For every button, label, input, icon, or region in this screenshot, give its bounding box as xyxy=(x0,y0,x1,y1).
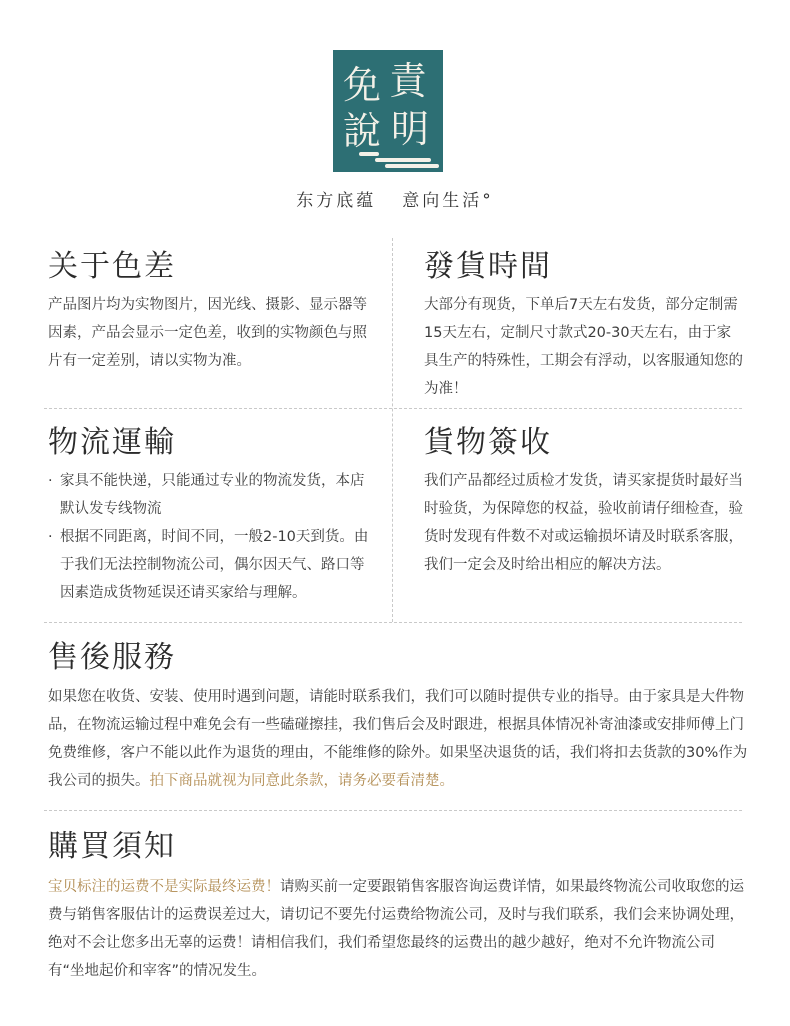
purchase-notice-highlight: 宝贝标注的运费不是实际最终运费！ xyxy=(48,879,280,895)
logo-char-3: 說 xyxy=(343,109,382,153)
logo-char-1: 免 xyxy=(343,63,382,107)
logistics-item-2: 根据不同距离，时间不同，一般2-10天到货。由于我们无法控制物流公司，偶尔因天气、路口等因素造成货物延误还请买家给与理解。 xyxy=(60,529,369,601)
brand-tagline xyxy=(0,186,790,211)
shipping-time-title: 發貨時間 xyxy=(424,249,552,284)
logistics-list xyxy=(48,467,378,607)
list-item xyxy=(48,523,378,607)
purchase-notice-title: 購買須知 xyxy=(48,829,176,864)
logistics-item-1: 家具不能快递，只能通过专业的物流发货，本店默认发专线物流 xyxy=(60,473,365,517)
purchase-notice-text: 请购买前一定要跟销售客服咨询运费详情，如果最终物流公司收取您的运费与销售客服估计的运费误差过大，请切记不要先付运费给物流公司，及时与我们联系，我们会来协调处理，绝对不会让您多出无辜的运费！请相信我们，我们希望您最终的运费出的越少越好，绝对不允许物流公司有“坐地起价和宰客”的情况发生。 xyxy=(48,879,744,979)
color-diff-title: 关于色差 xyxy=(48,249,176,284)
logo-char-4: 明 xyxy=(391,107,430,151)
receipt-body: 我们产品都经过质检才发货，请买家提货时最好当时验货，为保障您的权益，验收前请仔细检查，验货时发现有件数不对或运输损坏请及时联系客服，我们一定会及时给出相应的解决方法。 xyxy=(424,473,743,573)
shipping-time-body: 大部分有现货，下单后7天左右发货，部分定制需15天左右，定制尺寸款式20-30天左右，由于家具生产的特殊性，工期会有浮动，以客服通知您的为准！ xyxy=(424,297,743,397)
tagline-mark: ° xyxy=(482,191,494,211)
purchase-notice-body xyxy=(48,873,748,985)
receipt-title: 貨物簽收 xyxy=(424,425,552,460)
logo-char-2: 責 xyxy=(389,59,428,103)
after-sales-title: 售後服務 xyxy=(48,640,176,675)
list-item xyxy=(48,467,378,523)
row-divider-2 xyxy=(44,622,742,623)
column-divider xyxy=(392,238,393,622)
logistics-title: 物流運輸 xyxy=(48,425,176,460)
after-sales-highlight: 拍下商品就视为同意此条款，请务必要看清楚。 xyxy=(149,773,454,789)
row-divider-3 xyxy=(44,810,742,811)
tagline-part-2: 意向生活 xyxy=(402,191,483,211)
color-diff-body: 产品图片均为实物图片，因光线、摄影、显示器等因素，产品会显示一定色差，收到的实物颜色与照片有一定差别，请以实物为准。 xyxy=(48,297,367,369)
after-sales-text: 如果您在收货、安装、使用时遇到问题，请能时联系我们，我们可以随时提供专业的指导。由于家具是大件物品，在物流运输过程中难免会有一些磕碰擦挂，我们售后会及时跟进，根据具体情况补寄油漆或安排师傅上门免费维修，客户不能以此作为退货的理由，不能维修的除外。如果坚决退货的话，我们将扣去货款的30%作为我公司的损失。 xyxy=(48,689,748,789)
row-divider-1 xyxy=(44,408,742,409)
tagline-part-1: 东方底蕴 xyxy=(296,191,377,211)
bullet-icon: · xyxy=(48,529,53,545)
after-sales-body xyxy=(48,683,748,795)
disclaimer-logo xyxy=(333,50,443,172)
bullet-icon: · xyxy=(48,473,53,489)
